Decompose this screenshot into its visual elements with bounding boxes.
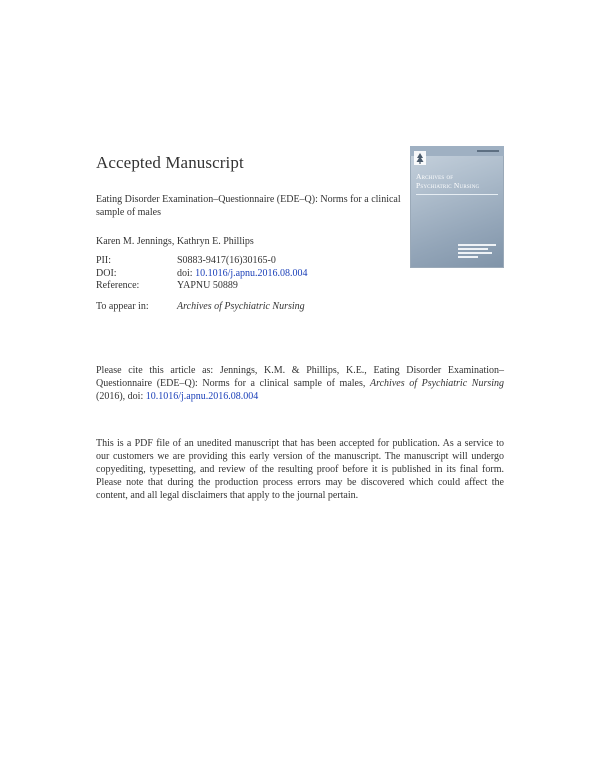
authors: Karen M. Jennings, Kathryn E. Phillips bbox=[96, 236, 254, 247]
cover-text-line bbox=[458, 248, 488, 250]
cover-small-text bbox=[458, 244, 496, 260]
reference-row bbox=[96, 280, 308, 293]
page-heading: Accepted Manuscript bbox=[96, 153, 244, 172]
appear-label: To appear in: bbox=[96, 301, 149, 312]
notice-paragraph: This is a PDF file of an unedited manuscript that has been accepted for publication. As a service to our customers we are providing this early version of the manuscript. The manuscript will undergo copyediting, typesetting, and review of the resulting proof before it is published in its final form. Please note that during the production process errors may be discovered which could affect the content, and all legal disclaimers that apply to the journal pertain. bbox=[96, 438, 504, 501]
cover-text-line bbox=[458, 244, 496, 246]
cover-issue-line bbox=[477, 150, 499, 152]
reference-label: Reference: bbox=[96, 280, 140, 291]
doi-value-wrap bbox=[177, 268, 308, 281]
cover-text-line bbox=[458, 256, 478, 258]
appear-in-row bbox=[96, 301, 305, 312]
doi-link[interactable]: 10.1016/j.apnu.2016.08.004 bbox=[195, 267, 308, 279]
article-title: Eating Disorder Examination–Questionnaire (EDE–Q): Norms for a clinical sample of males bbox=[96, 194, 401, 218]
pii-row bbox=[96, 255, 308, 268]
cover-title-line-1: Archives of bbox=[416, 172, 454, 181]
cite-intro: Please cite this article as: Jennings, K.M. & Phillips, K.E., Eating Disorder Examination–Questionnaire (EDE–Q): Norms for a clinical sample of males, bbox=[96, 365, 504, 389]
cover-divider bbox=[416, 194, 498, 195]
reference-value: YAPNU 50889 bbox=[177, 280, 238, 291]
journal-cover-image bbox=[410, 146, 504, 268]
doi-prefix: doi: bbox=[177, 267, 193, 279]
cover-title-line-2: Psychiatric Nursing bbox=[416, 181, 480, 190]
cite-journal: Archives of Psychiatric Nursing bbox=[369, 378, 505, 389]
pii-label: PII: bbox=[96, 255, 111, 266]
cover-text-line bbox=[458, 252, 492, 254]
cite-doi-link[interactable]: 10.1016/j.apnu.2016.08.004 bbox=[145, 391, 259, 402]
doi-label: DOI: bbox=[96, 267, 117, 279]
appear-journal: Archives of Psychiatric Nursing bbox=[177, 301, 305, 312]
citation-paragraph bbox=[96, 364, 504, 403]
article-metadata bbox=[96, 255, 308, 293]
pii-value: S0883-9417(16)30165-0 bbox=[177, 255, 276, 266]
doi-row bbox=[96, 268, 308, 281]
cite-year-doi: (2016), doi: bbox=[96, 391, 144, 402]
publisher-logo-icon bbox=[414, 151, 426, 165]
cover-journal-title bbox=[416, 172, 502, 190]
